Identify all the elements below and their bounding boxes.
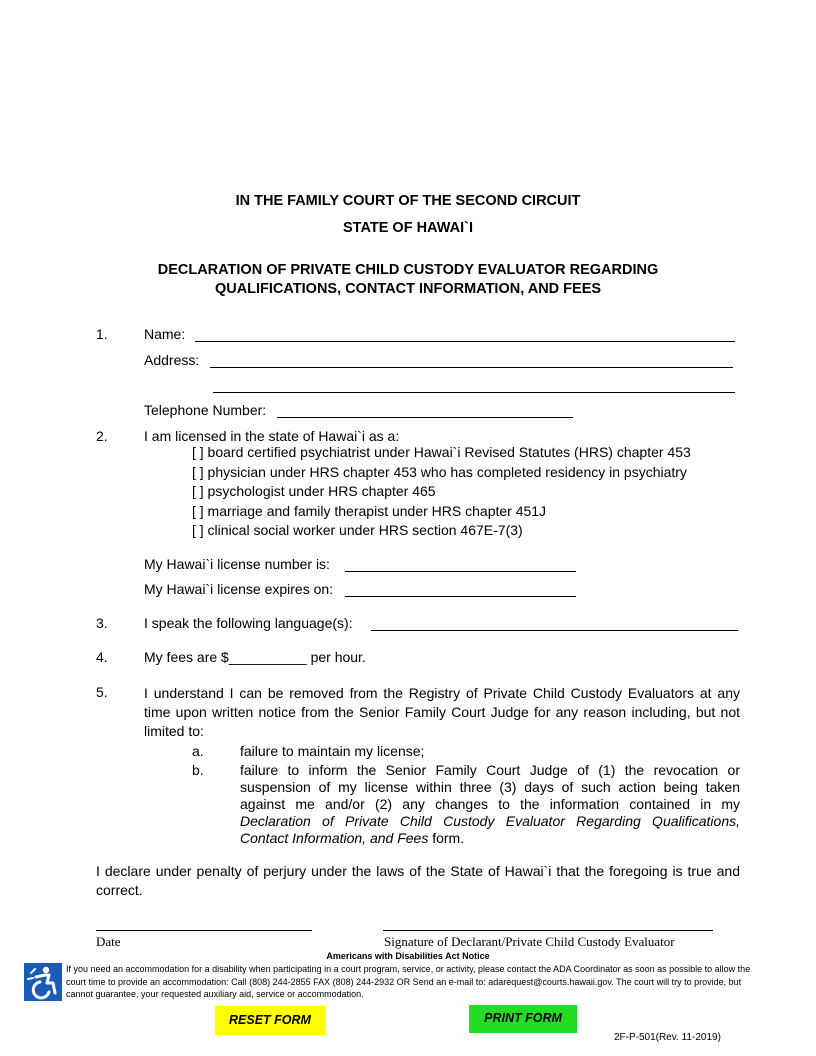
name-label: Name: — [144, 326, 186, 342]
ada-heading: Americans with Disabilities Act Notice — [326, 951, 490, 961]
item-5b-letter: b. — [192, 762, 204, 778]
languages-label: I speak the following language(s): — [144, 615, 353, 631]
item-5b-end: form. — [432, 830, 465, 846]
fees-statement[interactable]: My fees are $__________ per hour. — [144, 649, 366, 665]
item-5b-text — [240, 762, 740, 847]
license-option-mft[interactable]: [ ] marriage and family therapist under HRS chapter 451J — [192, 503, 547, 519]
accessibility-icon-graphic — [24, 963, 62, 1001]
license-intro: I am licensed in the state of Hawai`i as a: — [144, 428, 400, 444]
license-expires-label: My Hawai`i license expires on: — [144, 581, 334, 597]
document-title-line2: QUALIFICATIONS, CONTACT INFORMATION, AND FEES — [214, 281, 602, 297]
accessibility-icon — [24, 963, 62, 1001]
reset-form-button[interactable]: RESET FORM — [215, 1006, 325, 1035]
ada-notice-text: If you need an accommodation for a disability when participating in a court program, service, or activity, please contact the ADA Coordinator as soon as possible to allow the court time to provide an accommodation: Call (808) 244-2855 FAX (808) 244-2932 OR Send an e-mail to: adarequest@courts.hawaii.gov. The court will try to provide, but cannot guarantee, your requested auxiliary aid, service or accommodation. — [66, 964, 751, 999]
document-title-line1: DECLARATION OF PRIVATE CHILD CUSTODY EVALUATOR REGARDING — [157, 262, 659, 278]
item-4-number: 4. — [96, 649, 108, 665]
item-5a-letter: a. — [192, 743, 204, 759]
license-expires-field[interactable] — [345, 596, 576, 597]
court-heading: IN THE FAMILY COURT OF THE SECOND CIRCUIT — [235, 193, 581, 209]
address-field-line1[interactable] — [210, 367, 733, 368]
perjury-declaration: I declare under penalty of perjury under the laws of the State of Hawai`i that the foregoing is true and correct. — [96, 863, 740, 898]
item-1-number: 1. — [96, 326, 108, 342]
license-number-field[interactable] — [345, 571, 576, 572]
license-option-physician[interactable]: [ ] physician under HRS chapter 453 who has completed residency in psychiatry — [192, 464, 687, 480]
form-id: 2F-P-501(Rev. 11-2019) — [614, 1032, 721, 1043]
print-form-button[interactable]: PRINT FORM — [469, 1005, 577, 1033]
license-number-label: My Hawai`i license number is: — [144, 556, 330, 572]
address-label: Address: — [144, 352, 200, 368]
languages-field[interactable] — [371, 630, 738, 631]
date-field[interactable] — [96, 930, 312, 931]
address-field-line2[interactable] — [213, 392, 735, 393]
item-5b-form-title: Declaration of Private Child Custody Evaluator Regarding Qualifications, Contact Information, and Fees — [240, 813, 740, 846]
state-heading: STATE OF HAWAI`I — [343, 220, 473, 236]
signature-label: Signature of Declarant/Private Child Custody Evaluator — [384, 934, 675, 949]
telephone-field[interactable] — [277, 417, 573, 418]
license-option-psychologist[interactable]: [ ] psychologist under HRS chapter 465 — [192, 483, 436, 499]
name-field[interactable] — [195, 341, 735, 342]
signature-field[interactable] — [383, 930, 713, 931]
item-5a-text: failure to maintain my license; — [240, 743, 425, 759]
item-2-number: 2. — [96, 428, 108, 444]
removal-statement: I understand I can be removed from the Registry of Private Child Custody Evaluators at any time upon written notice from the Senior Family Court Judge for any reason including, but not limited to: — [144, 685, 740, 739]
telephone-label: Telephone Number: — [144, 402, 267, 418]
license-option-psychiatrist[interactable]: [ ] board certified psychiatrist under Hawai`i Revised Statutes (HRS) chapter 453 — [192, 444, 691, 460]
item-3-number: 3. — [96, 615, 108, 631]
item-5-number: 5. — [96, 684, 108, 700]
license-option-social-worker[interactable]: [ ] clinical social worker under HRS section 467E-7(3) — [192, 522, 523, 538]
date-label: Date — [96, 934, 121, 949]
item-5b-body: failure to inform the Senior Family Court Judge of (1) the revocation or suspension of my license within three (3) days of such action being taken against me and/or (2) any changes to the information contained in my — [240, 762, 740, 812]
